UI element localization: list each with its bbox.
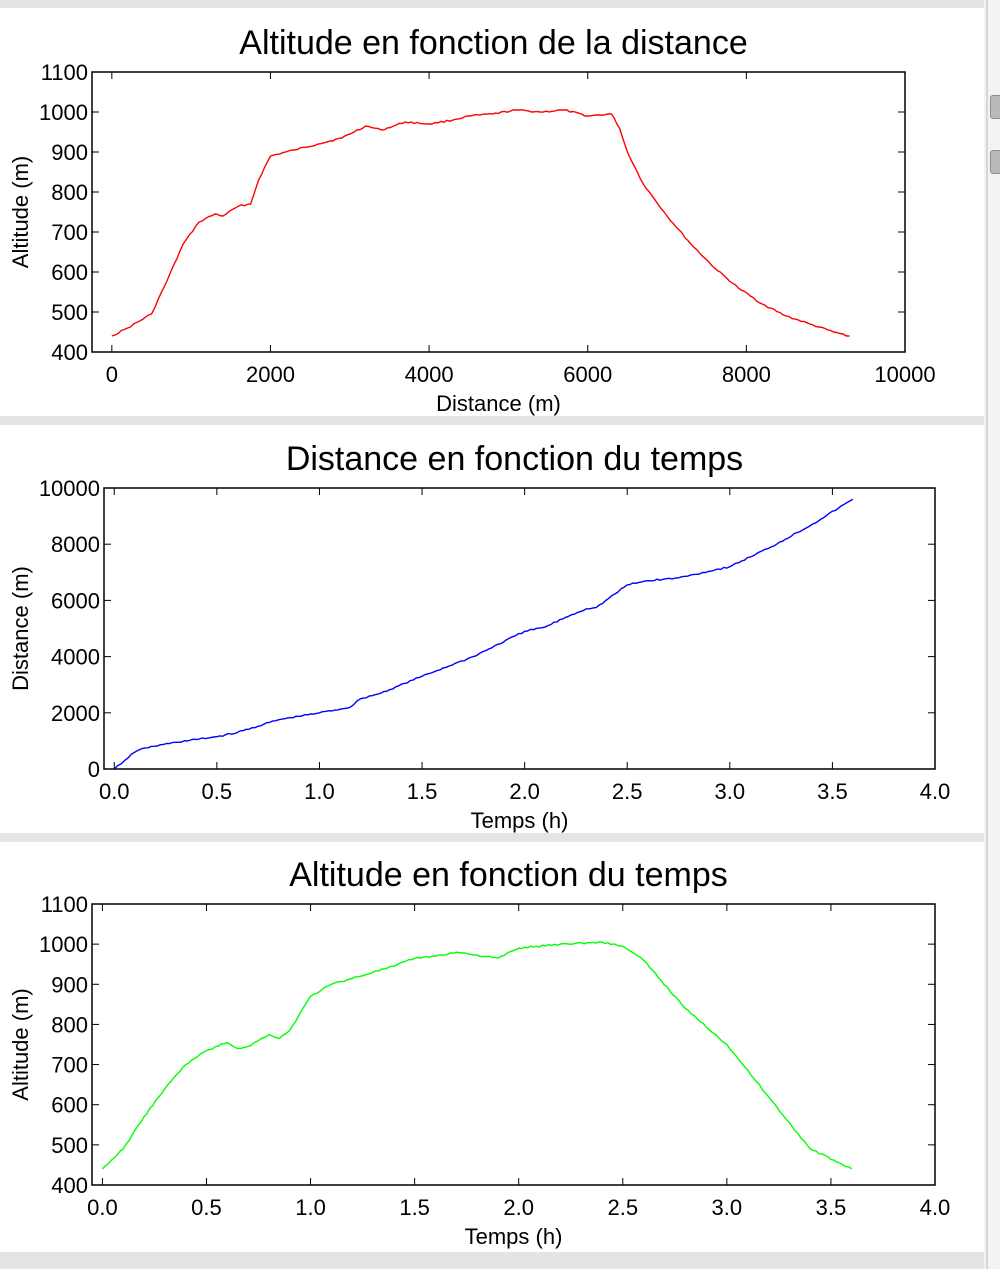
y-tick-label: 800 [51, 180, 88, 205]
panel-divider [0, 1252, 984, 1269]
y-axis-label: Altitude (m) [8, 988, 33, 1101]
window-edge-line [986, 0, 988, 1269]
y-tick-label: 2000 [51, 700, 100, 726]
chart-panel-distance-temps [0, 425, 984, 833]
x-tick-label: 1.5 [399, 1195, 430, 1220]
y-tick-label: 1000 [39, 100, 88, 125]
x-tick-label: 3.0 [711, 1195, 743, 1220]
x-tick-label: 0.0 [98, 779, 130, 804]
y-axis-label: Altitude (m) [8, 155, 33, 269]
chart-panel-altitude-temps [0, 842, 984, 1252]
x-axis-label: Temps (h) [470, 808, 569, 833]
window-edge [984, 0, 1000, 1269]
y-tick-label: 600 [51, 1092, 88, 1118]
x-tick-label: 8000 [721, 362, 771, 387]
x-tick-label: 2.0 [509, 779, 540, 804]
y-tick-label: 400 [51, 1173, 88, 1198]
series-line [102, 942, 851, 1169]
chart-panel-altitude-distance [0, 8, 984, 416]
chart-svg-altitude-temps [0, 842, 984, 1252]
side-button[interactable] [990, 95, 1000, 119]
x-tick-label: 4000 [404, 362, 454, 387]
series-line [112, 110, 850, 336]
y-tick-label: 600 [51, 260, 88, 285]
x-tick-label: 0.0 [87, 1195, 118, 1220]
y-tick-label: 1100 [40, 892, 88, 917]
x-tick-label: 3.5 [817, 779, 848, 804]
x-tick-label: 2.0 [503, 1195, 535, 1220]
chart-svg-distance-temps [0, 425, 984, 833]
x-tick-label: 6000 [563, 362, 613, 387]
y-tick-label: 900 [51, 972, 88, 998]
y-tick-label: 400 [51, 340, 88, 365]
y-tick-label: 10000 [38, 476, 100, 501]
x-tick-label: 3.0 [714, 779, 746, 804]
x-tick-label: 0 [105, 362, 118, 387]
y-tick-label: 1100 [40, 60, 88, 85]
y-tick-label: 0 [87, 757, 100, 782]
series-line [114, 499, 853, 769]
y-tick-label: 700 [51, 1052, 88, 1078]
x-axis-label: Distance (m) [436, 391, 561, 416]
x-tick-label: 1.0 [304, 779, 335, 804]
x-tick-label: 2.5 [611, 779, 643, 804]
plot-frame [104, 488, 935, 769]
y-tick-label: 800 [51, 1012, 88, 1038]
panel-divider [0, 833, 984, 842]
x-tick-label: 2.5 [607, 1195, 639, 1220]
x-tick-label: 3.5 [815, 1195, 847, 1220]
x-tick-label: 2000 [245, 362, 295, 387]
y-tick-label: 6000 [51, 588, 100, 614]
chart-title: Distance en fonction du temps [285, 440, 744, 478]
chart-title: Altitude en fonction du temps [289, 856, 728, 894]
chart-svg-altitude-distance [0, 8, 984, 416]
x-tick-label: 4.0 [919, 779, 951, 804]
x-tick-label: 0.5 [201, 779, 233, 804]
y-tick-label: 500 [51, 300, 88, 325]
y-tick-label: 1000 [39, 932, 88, 958]
x-tick-label: 0.5 [191, 1195, 222, 1220]
y-tick-label: 900 [51, 140, 88, 165]
x-tick-label: 1.5 [406, 779, 438, 804]
chart-title: Altitude en fonction de la distance [239, 24, 748, 62]
x-tick-label: 1.0 [295, 1195, 326, 1220]
x-tick-label: 4.0 [919, 1195, 951, 1220]
panel-divider [0, 0, 984, 8]
x-tick-label: 10000 [874, 362, 936, 387]
y-axis-label: Distance (m) [8, 566, 33, 691]
y-tick-label: 4000 [51, 644, 100, 670]
x-axis-label: Temps (h) [464, 1224, 563, 1249]
y-tick-label: 700 [51, 220, 88, 245]
y-tick-label: 8000 [51, 532, 100, 558]
plot-frame [92, 904, 935, 1185]
side-button[interactable] [990, 150, 1000, 174]
y-tick-label: 500 [51, 1132, 88, 1158]
panel-divider [0, 416, 984, 425]
